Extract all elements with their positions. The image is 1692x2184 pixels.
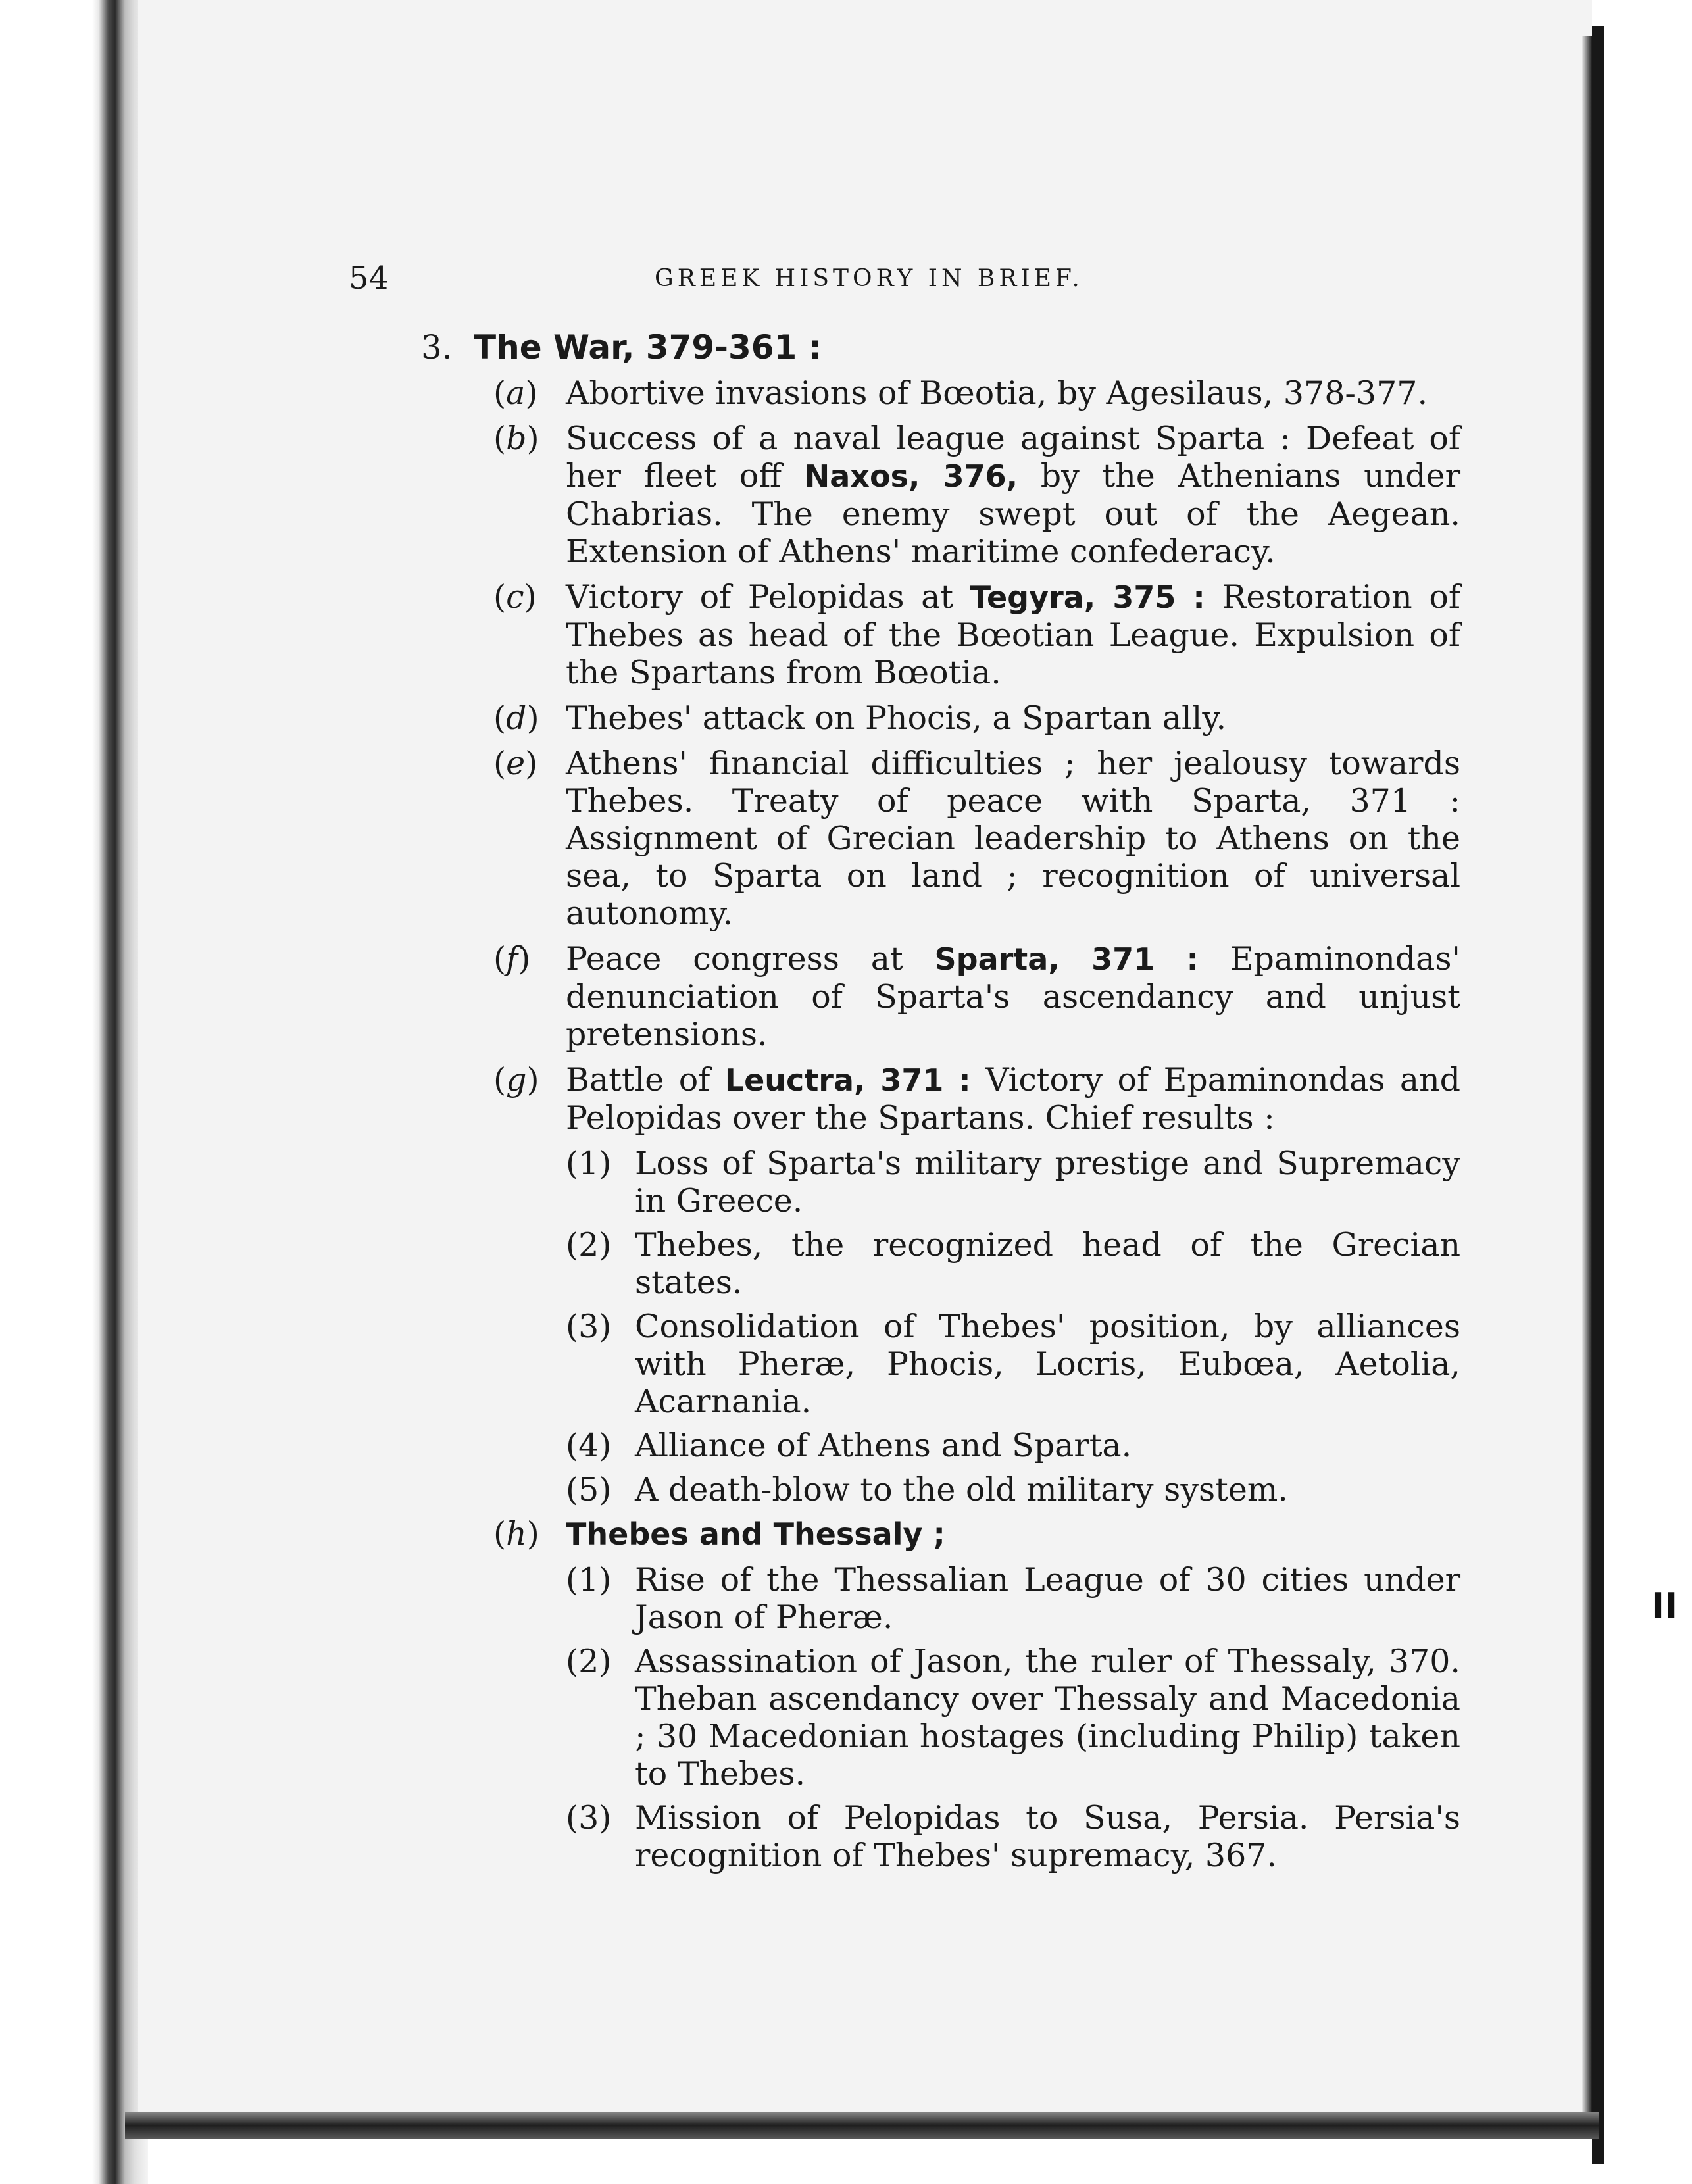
- outline-item-b: [493, 420, 1460, 570]
- item-marker: (a): [493, 374, 538, 412]
- text-run: Battle of: [566, 1061, 725, 1099]
- text-run: Epaminondas' denunciation of Sparta's ascendancy and unjust pretensions.: [566, 940, 1461, 1053]
- text-run: Peace congress at: [566, 940, 935, 978]
- item-text: [566, 374, 1460, 412]
- outline-item-a: [493, 374, 1460, 412]
- text-run: Athens' financial difficulties ; her jealousy towards Thebes. Treaty of peace with Sparta, 371 : Assignment of Grecian leadership to Athens on the sea, to Sparta on land ; recognition of universal autonomy.: [566, 745, 1460, 932]
- subitem-text: Loss of Sparta's military prestige and Supremacy in Greece.: [635, 1145, 1460, 1220]
- outline-item-g: [493, 1061, 1460, 1137]
- subitem-marker: (1): [566, 1145, 612, 1182]
- item-text: [566, 1515, 1460, 1553]
- running-head: [0, 260, 1692, 297]
- subitem-text: Consolidation of Thebes' position, by alliances with Pheræ, Phocis, Locris, Eubœa, Aetolia, Acarnania.: [635, 1308, 1460, 1420]
- outline-subitem: [566, 1799, 1460, 1874]
- page-number: 54: [349, 260, 389, 297]
- text-run: Restoration of Thebes as head of the Bœotian League. Expulsion of the Spartans from Bœotia.: [566, 578, 1461, 691]
- bold-place-date: Thebes and Thessaly ;: [566, 1516, 945, 1552]
- subitem-marker: (5): [566, 1471, 612, 1508]
- bold-place-date: Leuctra, 371 :: [724, 1062, 971, 1098]
- outline-subitem: [566, 1308, 1460, 1420]
- subitem-marker: (3): [566, 1308, 612, 1345]
- book-binding-edge: [0, 0, 148, 2184]
- section-heading: [421, 329, 1460, 366]
- item-marker: (f): [493, 940, 531, 978]
- bold-place-date: Tegyra, 375 :: [970, 580, 1205, 615]
- text-run: by the Athenians under Chabrias. The enemy swept out of the Aegean. Extension of Athens' maritime confederacy.: [566, 457, 1460, 570]
- subitem-text: A death-blow to the old military system.: [635, 1471, 1288, 1508]
- section-title: The War, 379-361 :: [474, 328, 822, 366]
- item-text: [566, 1061, 1460, 1137]
- outline-subitem: [566, 1643, 1460, 1793]
- subitem-text: Mission of Pelopidas to Susa, Persia. Persia's recognition of Thebes' supremacy, 367.: [635, 1799, 1460, 1874]
- item-marker: (c): [493, 578, 537, 616]
- text-run: Success of a naval league against Sparta : Defeat of her fleet off: [566, 420, 1460, 495]
- item-marker: (g): [493, 1061, 539, 1099]
- item-text: [566, 745, 1460, 932]
- outline-subitem: [566, 1427, 1460, 1464]
- item-text: [566, 578, 1460, 691]
- outline-subitem: [566, 1471, 1460, 1508]
- subitem-marker: (2): [566, 1226, 612, 1264]
- outline-subitem: [566, 1145, 1460, 1220]
- outline-list: [421, 374, 1460, 1874]
- subitem-marker: (2): [566, 1643, 612, 1680]
- item-marker: (e): [493, 745, 538, 782]
- item-text: [566, 940, 1460, 1053]
- outline-subitem: [566, 1226, 1460, 1301]
- section-number: 3.: [421, 328, 453, 366]
- item-marker: (b): [493, 420, 539, 457]
- outline-subitem: [566, 1561, 1460, 1636]
- subitem-marker: (3): [566, 1799, 612, 1837]
- subitem-text: Rise of the Thessalian League of 30 cities under Jason of Pheræ.: [635, 1561, 1460, 1636]
- outline-item-d: [493, 699, 1460, 737]
- outline-item-e: [493, 745, 1460, 932]
- subitem-marker: (4): [566, 1427, 612, 1464]
- item-marker: (h): [493, 1515, 539, 1552]
- text-run: Victory of Epaminondas and Pelopidas over the Spartans. Chief results :: [566, 1061, 1461, 1137]
- outline-item-c: [493, 578, 1460, 691]
- text-run: Thebes' attack on Phocis, a Spartan ally.: [566, 699, 1227, 737]
- subitem-text: Thebes, the recognized head of the Grecian states.: [635, 1226, 1460, 1301]
- running-title: GREEK HISTORY IN BRIEF.: [655, 265, 1083, 292]
- item-marker: (d): [493, 699, 539, 737]
- bold-place-date: Sparta, 371 :: [934, 941, 1199, 977]
- facing-page-edge: [1592, 26, 1692, 2164]
- outline-item-f: [493, 940, 1460, 1053]
- page-gutter: [1582, 36, 1592, 2115]
- outline-item-h: [493, 1515, 1460, 1553]
- subitem-text: Alliance of Athens and Sparta.: [635, 1427, 1132, 1464]
- facing-page-fragment: II: [1651, 1585, 1678, 1627]
- subitem-marker: (1): [566, 1561, 612, 1599]
- scan-bottom-edge: [125, 2112, 1599, 2139]
- item-text: [566, 420, 1460, 570]
- item-text: [566, 699, 1460, 737]
- page-content: [421, 329, 1460, 1881]
- subitem-text: Assassination of Jason, the ruler of Thessaly, 370. Theban ascendancy over Thessaly and Macedonia ; 30 Macedonian hostages (including Philip) taken to Thebes.: [635, 1643, 1460, 1793]
- text-run: Victory of Pelopidas at: [566, 578, 970, 616]
- bold-place-date: Naxos, 376,: [804, 459, 1018, 494]
- text-run: Abortive invasions of Bœotia, by Agesilaus, 378-377.: [566, 374, 1428, 412]
